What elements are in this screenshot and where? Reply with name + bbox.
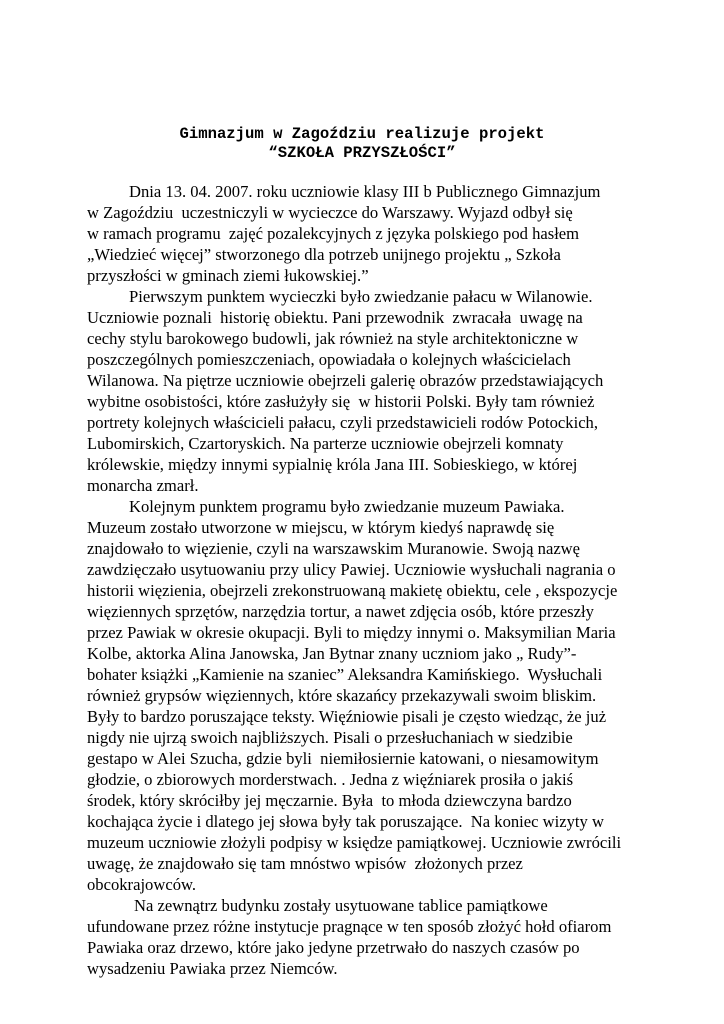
text-line: wybitne osobistości, które zasłużyły się w historii Polski. Były tam również bbox=[87, 392, 595, 411]
text-line: wysadzeniu Pawiaka przez Niemców. bbox=[87, 959, 338, 978]
text-line: „Wiedzieć więcej” stworzonego dla potrzeb unijnego projektu „ Szkoła bbox=[87, 245, 561, 264]
text-line: w ramach programu zajęć pozalekcyjnych z języka polskiego pod hasłem bbox=[87, 224, 580, 243]
text-line: Pawiaka oraz drzewo, które jako jedyne przetrwało do naszych czasów po bbox=[87, 938, 580, 957]
text-line: bohater książki „Kamienie na szaniec” Aleksandra Kamińskiego. Wysłuchali bbox=[87, 665, 603, 684]
text-line: Kolejnym punktem programu było zwiedzanie muzeum Pawiaka. bbox=[129, 497, 565, 516]
text-line: portrety kolejnych właścicieli pałacu, czyli przedstawicieli rodów Potockich, bbox=[87, 413, 599, 432]
text-line: gestapo w Alei Szucha, gdzie byli niemiłosiernie katowani, o niesamowitym bbox=[87, 749, 599, 768]
text-line: monarcha zmarł. bbox=[87, 476, 199, 495]
text-line: Muzeum zostało utworzone w miejscu, w którym kiedyś naprawdę się bbox=[87, 518, 555, 537]
text-line: królewskie, między innymi sypialnię króla Jana III. Sobieskiego, w której bbox=[87, 455, 578, 474]
text-line: w Zagoździu uczestniczyli w wycieczce do Warszawy. Wyjazd odbył się bbox=[87, 203, 573, 222]
text-line: przez Pawiak w okresie okupacji. Byli to między innymi o. Maksymilian Maria bbox=[87, 623, 616, 642]
document-title-line-2: “SZKOŁA PRZYSZŁOŚCI” bbox=[268, 144, 456, 162]
text-line: również grypsów więziennych, które skazańcy przekazywali swoim bliskim. bbox=[87, 686, 597, 705]
text-line: historii więzienia, obejrzeli zrekonstruowaną makietę obiektu, cele , ekspozycje bbox=[87, 581, 618, 600]
text-line: Dnia 13. 04. 2007. roku uczniowie klasy III b Publicznego Gimnazjum bbox=[129, 182, 601, 201]
text-line: więziennych sprzętów, narzędzia tortur, a nawet zdjęcia osób, które przeszły bbox=[87, 602, 594, 621]
text-line: uwagę, że znajdowało się tam mnóstwo wpisów złożonych przez bbox=[87, 854, 523, 873]
text-line: głodzie, o zbiorowych morderstwach. . Jedna z więźniarek prosiła o jakiś bbox=[87, 770, 574, 789]
text-line: kochająca życie i dlatego jej słowa były tak poruszające. Na koniec wizyty w bbox=[87, 812, 604, 831]
document-title-line-1: Gimnazjum w Zagoździu realizuje projekt bbox=[179, 125, 545, 143]
text-line: Na zewnątrz budynku zostały usytuowane tablice pamiątkowe bbox=[134, 896, 548, 915]
text-line: środek, który skróciłby jej męczarnie. Była to młoda dziewczyna bardzo bbox=[87, 791, 572, 810]
text-line: Pierwszym punktem wycieczki było zwiedzanie pałacu w Wilanowie. bbox=[129, 287, 593, 306]
text-line: zawdzięczało usytuowaniu przy ulicy Pawiej. Uczniowie wysłuchali nagrania o bbox=[87, 560, 616, 579]
text-line: nigdy nie ujrzą swoich najbliższych. Pisali o przesłuchaniach w siedzibie bbox=[87, 728, 573, 747]
text-line: Lubomirskich, Czartoryskich. Na parterze uczniowie obejrzeli komnaty bbox=[87, 434, 564, 453]
text-line: znajdowało to więzienie, czyli na warszawskim Muranowie. Swoją nazwę bbox=[87, 539, 581, 558]
text-line: Wilanowa. Na piętrze uczniowie obejrzeli galerię obrazów przedstawiających bbox=[87, 371, 604, 390]
text-line: muzeum uczniowie złożyli podpisy w księdze pamiątkowej. Uczniowie zwrócili bbox=[87, 833, 622, 852]
text-line: Były to bardzo poruszające teksty. Więźniowie pisali je często wiedząc, że już bbox=[87, 707, 607, 726]
text-line: obcokrajowców. bbox=[87, 875, 197, 894]
text-line: przyszłości w gminach ziemi łukowskiej.” bbox=[87, 266, 369, 285]
text-line: poszczególnych pomieszczeniach, opowiadała o kolejnych właścicielach bbox=[87, 350, 571, 369]
text-line: Kolbe, aktorka Alina Janowska, Jan Bytnar znany uczniom jako „ Rudy”- bbox=[87, 644, 577, 663]
text-line: cechy stylu barokowego budowli, jak również na style architektoniczne w bbox=[87, 329, 579, 348]
text-line: ufundowane przez różne instytucje pragnące w ten sposób złożyć hołd ofiarom bbox=[87, 917, 612, 936]
text-line: Uczniowie poznali historię obiektu. Pani przewodnik zwracała uwagę na bbox=[87, 308, 583, 327]
